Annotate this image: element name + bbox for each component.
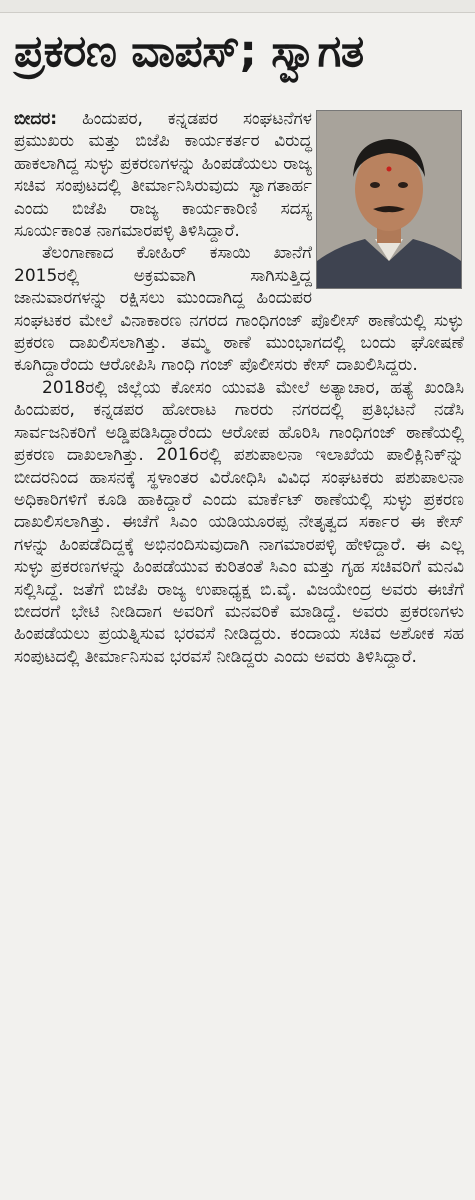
previous-article-edge	[0, 0, 475, 13]
dateline: ಬೀದರ:	[14, 109, 58, 129]
headline: ಪ್ರಕರಣ ವಾಪಸ್; ಸ್ವಾಗತ	[14, 26, 364, 77]
article-body	[14, 108, 464, 668]
article-paragraph-2: ತೆಲಂಗಾಣಾದ ಕೋಹಿರ್ ಕಸಾಯಿ ಖಾನೆಗೆ 2015ರಲ್ಲಿ ಅಕ್ರಮವಾಗಿ ಸಾಗಿಸುತ್ತಿದ್ದ ಜಾನುವಾರಗಳನ್ನು ರಕ್ಷಿಸಲು ಮುಂದಾಗಿದ್ದ ಹಿಂದುಪರ ಸಂಘಟಕರ ಮೇಲೆ ವಿನಾಕಾರಣ ನಗರದ ಗಾಂಧಿಗಂಜ್ ಪೊಲೀಸ್ ಠಾಣೆಯಲ್ಲಿ ಸುಳ್ಳು ಪ್ರಕರಣ ದಾಖಲಿಸಲಾಗಿತ್ತು. ತಮ್ಮ ಠಾಣೆ ಮುಂಭಾಗದಲ್ಲಿ ಬಂದು ಘೋಷಣೆ ಕೂಗಿದ್ದಾರೆಂದು ಆರೋಪಿಸಿ ಗಾಂಧಿ ಗಂಜ್ ಪೊಲೀಸರು ಕೇಸ್ ದಾಖಲಿಸಿದ್ದರು.	[14, 243, 464, 376]
photo-space	[312, 108, 464, 290]
paragraph-text: ಹಿಂದುಪರ, ಕನ್ನಡಪರ ಸಂಘಟನೆಗಳ ಪ್ರಮುಖರು ಮತ್ತು ಬಿಜೆಪಿ ಕಾರ್ಯಕರ್ತರ ವಿರುದ್ಧ ಹಾಕಲಾಗಿದ್ದ ಸುಳ್ಳು ಪ್ರಕರಣಗಳನ್ನು ಹಿಂಪಡೆಯಲು ರಾಜ್ಯ ಸಚಿವ ಸಂಪುಟದಲ್ಲಿ ತೀರ್ಮಾನಿಸಿರುವುದು ಸ್ವಾಗತಾರ್ಹ ಎಂದು ಬಿಜೆಪಿ ರಾಜ್ಯ ಕಾರ್ಯಕಾರಿಣಿ ಸದಸ್ಯ ಸೂರ್ಯಕಾಂತ ನಾಗಮಾರಪಳ್ಳಿ ತಿಳಿಸಿದ್ದಾರೆ.	[14, 109, 312, 242]
article-paragraph-3: 2018ರಲ್ಲಿ ಜಿಲ್ಲೆಯ ಕೋಸಂ ಯುವತಿ ಮೇಲೆ ಅತ್ಯಾಚಾರ, ಹತ್ಯೆ ಖಂಡಿಸಿ ಹಿಂದುಪರ, ಕನ್ನಡಪರ ಹೋರಾಟ ಗಾರರು ನಗರದಲ್ಲಿ ಪ್ರತಿಭಟನೆ ನಡೆಸಿ ಸಾರ್ವಜನಿಕರಿಗೆ ಅಡ್ಡಿಪಡಿಸಿದ್ದಾರೆಂದು ಆರೋಪ ಹೊರಿಸಿ ಗಾಂಧಿಗಂಜ್ ಠಾಣೆಯಲ್ಲಿ ಪ್ರಕರಣ ದಾಖಲಾಗಿತ್ತು. 2016ರಲ್ಲಿ ಪಶುಪಾಲನಾ ಇಲಾಖೆಯ ಪಾಲಿಕ್ಲಿನಿಕ್‌ನ್ನು ಬೀದರನಿಂದ ಹಾಸನಕ್ಕೆ ಸ್ಥಳಾಂತರ ವಿರೋಧಿಸಿ ವಿವಿಧ ಸಂಘಟಕರು ಪಶುಪಾಲನಾ ಅಧಿಕಾರಿಗಳಿಗೆ ಕೂಡಿ ಹಾಕಿದ್ದಾರೆ ಎಂದು ಮಾರ್ಕೆಟ್ ಠಾಣೆಯಲ್ಲಿ ಸುಳ್ಳು ಪ್ರಕರಣ ದಾಖಲಿಸಲಾಗಿತ್ತು. ಈಚೆಗೆ ಸಿಎಂ ಯಡಿಯೂರಪ್ಪ ನೇತೃತ್ವದ ಸರ್ಕಾರ ಈ ಕೇಸ್ ಗಳನ್ನು ಹಿಂಪಡೆದಿದ್ದಕ್ಕೆ ಅಭಿನಂದಿಸುವುದಾಗಿ ನಾಗಮಾರಪಳ್ಳಿ ಹೇಳಿದ್ದಾರೆ. ಈ ಎಲ್ಲ ಸುಳ್ಳು ಪ್ರಕರಣಗಳನ್ನು ಹಿಂಪಡೆಯುವ ಕುರಿತಂತೆ ಸಿಎಂ ಮತ್ತು ಗೃಹ ಸಚಿವರಿಗೆ ಮನವಿ ಸಲ್ಲಿಸಿದ್ದೆ. ಜತೆಗೆ ಬಿಜೆಪಿ ರಾಜ್ಯ ಉಪಾಧ್ಯಕ್ಷ ಬಿ.ವೈ. ವಿಜಯೇಂದ್ರ ಅವರು ಈಚೆಗೆ ಬೀದರಗೆ ಭೇಟಿ ನೀಡಿದಾಗ ಅವರಿಗೆ ಮನವರಿಕೆ ಮಾಡಿದ್ದೆ. ಅವರು ಪ್ರಕರಣಗಳು ಹಿಂಪಡೆಯಲು ಪ್ರಯತ್ನಿಸುವ ಭರವಸೆ ನೀಡಿದ್ದರು. ಕಂದಾಯ ಸಚಿವ ಅಶೋಕ ಸಹ ಸಂಪುಟದಲ್ಲಿ ತೀರ್ಮಾನಿಸುವ ಭರವಸೆ ನೀಡಿದ್ದರು ಎಂದು ಅವರು ತಿಳಿಸಿದ್ದಾರೆ.	[14, 377, 464, 667]
